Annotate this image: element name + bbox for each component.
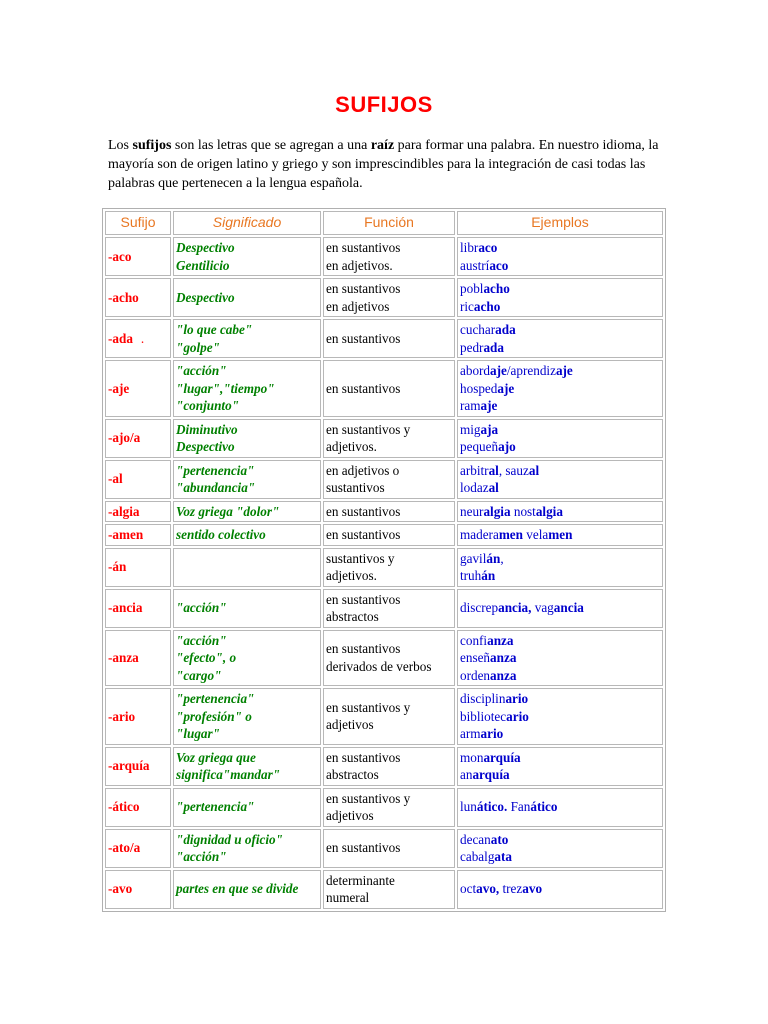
function-line: determinante: [326, 872, 395, 888]
meaning-cell: [173, 501, 321, 523]
example-root-part: ram: [460, 398, 481, 413]
meaning-line: "acción": [176, 632, 227, 648]
meaning-cell: [173, 788, 321, 827]
example-suffix-part: algia: [483, 503, 511, 519]
example-line: [460, 257, 660, 275]
meaning-line: "pertenencia": [176, 691, 255, 706]
meaning-cell: [173, 829, 321, 868]
suffix-cell: [105, 237, 171, 276]
table-row: [105, 548, 663, 587]
table-row: [105, 319, 663, 358]
function-cell: [323, 524, 455, 546]
examples-cell: [457, 788, 663, 827]
example-suffix-part: án: [481, 568, 496, 583]
table-body: [105, 237, 663, 909]
function-line: en adjetivos o: [326, 462, 400, 478]
meaning-line: Gentilicio: [176, 257, 230, 273]
meaning-line: Despectivo: [176, 439, 235, 454]
example-root-part: disciplin: [460, 691, 506, 706]
examples-cell: [457, 419, 663, 458]
table-row: [105, 524, 663, 546]
example-root-part: pequeñ: [460, 439, 499, 454]
meaning-cell: [173, 630, 321, 687]
function-cell: [323, 589, 455, 628]
examples-cell: [457, 360, 663, 417]
table-row: [105, 278, 663, 317]
example-suffix-part: al: [488, 462, 499, 478]
suffix-text: -ancia: [108, 600, 143, 616]
intro-bold-sufijos: sufijos: [132, 138, 172, 153]
example-root-part: decan: [460, 831, 491, 847]
function-cell: [323, 360, 455, 417]
suffix-text: -al: [108, 471, 123, 487]
suffix-text: -algia: [108, 503, 140, 519]
example-suffix-part: ata: [494, 849, 513, 864]
example-suffix-part: ancia,: [498, 600, 532, 616]
table-header-row: [105, 211, 663, 235]
examples-cell: [457, 829, 663, 868]
function-cell: [323, 278, 455, 317]
example-root-part: Fan: [507, 799, 531, 815]
function-line: en sustantivos: [326, 840, 401, 856]
example-root-part: ,: [500, 550, 504, 566]
table-row: [105, 829, 663, 868]
function-line: en sustantivos y: [326, 699, 411, 715]
meaning-cell: [173, 319, 321, 358]
example-suffix-part: aje: [555, 363, 573, 378]
suffix-text: -aje: [108, 380, 130, 396]
example-line: [460, 725, 660, 743]
example-suffix-part: ada: [495, 322, 516, 337]
example-line: [460, 239, 660, 257]
function-line: en sustantivos: [326, 503, 401, 519]
example-suffix-part: al: [528, 462, 540, 478]
table-row: [105, 589, 663, 628]
meaning-cell: [173, 688, 321, 745]
meaning-cell: [173, 460, 321, 499]
meaning-line: "dignidad u oficio": [176, 831, 283, 847]
function-cell: [323, 501, 455, 523]
function-cell: [323, 630, 455, 687]
meaning-line: Voz griega que: [176, 749, 256, 765]
meaning-line: "lugar": [176, 726, 220, 741]
example-root-part: lun: [460, 799, 477, 815]
function-cell: [323, 747, 455, 786]
example-suffix-part: ajo: [498, 439, 516, 454]
suffix-text: -anza: [108, 650, 139, 665]
example-suffix-part: ático.: [476, 799, 508, 815]
example-root-part: trez: [499, 881, 523, 897]
example-suffix-part: ancia: [553, 600, 584, 616]
meaning-line: "pertenencia": [176, 799, 255, 815]
meaning-line: "cargo": [176, 667, 222, 683]
meaning-line: "profesión" o: [176, 708, 252, 724]
example-line: [460, 690, 660, 708]
function-line: derivados de verbos: [326, 658, 432, 674]
example-root-part: confi: [460, 632, 488, 648]
example-suffix-part: avo,: [476, 881, 500, 897]
example-line: [460, 462, 660, 480]
example-root-part: nost: [510, 503, 536, 519]
table-row: [105, 501, 663, 523]
example-suffix-part: aco: [478, 240, 498, 255]
example-line: [460, 798, 660, 816]
meaning-cell: [173, 524, 321, 546]
examples-cell: [457, 278, 663, 317]
suffix-cell: [105, 688, 171, 745]
suffix-cell: [105, 788, 171, 827]
suffix-cell: [105, 589, 171, 628]
example-suffix-part: ario: [506, 708, 529, 724]
example-root-part: ric: [460, 298, 474, 314]
example-line: [460, 380, 660, 398]
example-suffix-part: ario: [505, 691, 529, 706]
example-suffix-part: aje: [480, 398, 498, 413]
example-root-part: oct: [460, 881, 477, 897]
function-line: adjetivos: [326, 717, 374, 733]
function-cell: [323, 870, 455, 909]
meaning-line: "lugar","tiempo": [176, 380, 275, 396]
suffix-text: -amen: [108, 527, 144, 542]
meaning-line: "conjunto": [176, 398, 240, 413]
meaning-line: "pertenencia": [176, 462, 255, 478]
example-line: [460, 438, 660, 456]
example-root-part: arm: [460, 726, 481, 741]
example-suffix-part: al: [488, 480, 499, 495]
example-root-part: neur: [460, 503, 484, 519]
suffix-cell: [105, 278, 171, 317]
example-root-part: mon: [460, 749, 484, 765]
example-suffix-part: aco: [489, 257, 509, 273]
suffix-text: -ada: [108, 330, 133, 346]
function-line: en sustantivos y: [326, 790, 411, 806]
suffix-cell: [105, 829, 171, 868]
suffix-cell: [105, 419, 171, 458]
example-root-part: cabalg: [460, 849, 495, 864]
suffix-cell: [105, 524, 171, 546]
function-cell: [323, 419, 455, 458]
function-cell: [323, 237, 455, 276]
function-line: adjetivos.: [326, 439, 377, 454]
example-suffix-part: ario: [480, 726, 504, 741]
function-line: en sustantivos: [326, 380, 401, 396]
examples-cell: [457, 237, 663, 276]
function-line: abstractos: [326, 767, 379, 782]
example-line: [460, 831, 660, 849]
example-line: [460, 298, 660, 316]
examples-cell: [457, 630, 663, 687]
suffix-text: -ático: [108, 799, 140, 815]
example-line: [460, 339, 660, 357]
page-title: SUFIJOS: [335, 92, 433, 117]
function-line: sustantivos: [326, 480, 385, 495]
example-suffix-part: aje: [497, 380, 515, 396]
meaning-cell: [173, 419, 321, 458]
suffix-text: -aco: [108, 248, 132, 264]
table-row: [105, 870, 663, 909]
example-line: [460, 362, 660, 380]
example-root-part: pobl: [460, 281, 484, 296]
example-root-part: /aprendiz: [506, 363, 556, 378]
function-line: en sustantivos: [326, 527, 401, 542]
examples-cell: [457, 688, 663, 745]
header-significado: Significado: [173, 211, 321, 235]
example-suffix-part: án: [486, 550, 501, 566]
example-line: [460, 667, 660, 685]
example-line: [460, 649, 660, 667]
function-line: en adjetivos: [326, 298, 390, 314]
function-line: en sustantivos: [326, 591, 401, 607]
meaning-cell: [173, 589, 321, 628]
examples-cell: [457, 460, 663, 499]
example-suffix-part: men: [498, 527, 523, 542]
suffix-text: -ato/a: [108, 840, 141, 856]
meaning-line: Despectivo: [176, 289, 235, 305]
meaning-line: "acción": [176, 849, 227, 864]
examples-cell: [457, 524, 663, 546]
example-suffix-part: ático: [530, 799, 558, 815]
suffix-cell: [105, 870, 171, 909]
header-ejemplos: Ejemplos: [457, 211, 663, 235]
intro-bold-raiz: raíz: [370, 138, 395, 153]
intro-text-3: para formar una palabra. En nuestro idioma, la mayoría son de origen latino y griego y son imprescindibles para la integración de casi todas las palabras que pertenecen a la lengua española.: [108, 138, 659, 191]
example-line: [460, 550, 660, 568]
example-suffix-part: men: [548, 527, 573, 542]
meaning-cell: [173, 747, 321, 786]
example-suffix-part: algia: [535, 503, 563, 519]
function-line: numeral: [326, 890, 370, 905]
example-line: [460, 599, 660, 617]
intro-text-1: Los: [108, 138, 133, 153]
example-root-part: vag: [531, 600, 554, 616]
suffix-cell: [105, 319, 171, 358]
table-row: [105, 630, 663, 687]
example-suffix-part: acho: [473, 298, 501, 314]
meaning-line: "golpe": [176, 339, 220, 355]
example-root-part: austrí: [460, 257, 490, 273]
example-line: [460, 526, 660, 544]
meaning-line: partes en que se divide: [176, 881, 299, 897]
meaning-line: "acción": [176, 600, 227, 616]
suffix-cell: [105, 460, 171, 499]
suffix-cell: [105, 747, 171, 786]
suffix-table: [102, 208, 666, 912]
example-suffix-part: arquía: [472, 767, 510, 782]
function-line: en sustantivos: [326, 749, 401, 765]
example-suffix-part: anza: [490, 650, 517, 665]
table-row: [105, 688, 663, 745]
suffix-cell: [105, 360, 171, 417]
meaning-cell: [173, 237, 321, 276]
example-suffix-part: aje: [490, 363, 507, 378]
example-root-part: , sauz: [498, 462, 529, 478]
suffix-text: -án: [108, 559, 127, 575]
suffix-cell: [105, 501, 171, 523]
example-root-part: an: [460, 767, 473, 782]
examples-cell: [457, 747, 663, 786]
example-root-part: libr: [460, 240, 479, 255]
example-suffix-part: aja: [480, 421, 499, 437]
example-suffix-part: anza: [487, 632, 514, 648]
suffix-text: -acho: [108, 289, 139, 305]
function-cell: [323, 788, 455, 827]
example-line: [460, 632, 660, 650]
example-root-part: truh: [460, 568, 482, 583]
table-row: [105, 460, 663, 499]
examples-cell: [457, 870, 663, 909]
example-line: [460, 567, 660, 585]
function-line: adjetivos: [326, 808, 374, 823]
example-line: [460, 880, 660, 898]
examples-cell: [457, 548, 663, 587]
example-suffix-part: anza: [490, 667, 517, 683]
example-root-part: gavil: [460, 550, 487, 566]
example-root-part: madera: [460, 527, 499, 542]
example-root-part: hosped: [460, 380, 498, 396]
example-suffix-part: ato: [490, 831, 509, 847]
table-row: [105, 747, 663, 786]
meaning-cell: [173, 278, 321, 317]
example-line: [460, 280, 660, 298]
example-suffix-part: ada: [483, 339, 504, 355]
table-row: [105, 419, 663, 458]
suffix-text: -arquía: [108, 758, 150, 774]
function-line: adjetivos.: [326, 568, 377, 583]
meaning-line: sentido colectivo: [176, 527, 266, 542]
meaning-line: "abundancia": [176, 480, 256, 495]
function-cell: [323, 548, 455, 587]
function-line: sustantivos y: [326, 550, 395, 566]
table-row: [105, 237, 663, 276]
meaning-cell: [173, 360, 321, 417]
examples-cell: [457, 589, 663, 628]
example-line: [460, 397, 660, 415]
function-line: en sustantivos y: [326, 421, 411, 437]
intro-paragraph: [108, 136, 664, 193]
example-root-part: abord: [460, 363, 491, 378]
example-line: [460, 479, 660, 497]
suffix-dot: .: [140, 330, 145, 346]
meaning-cell: [173, 548, 321, 587]
function-cell: [323, 829, 455, 868]
example-root-part: vela: [523, 527, 549, 542]
function-line: en sustantivos: [326, 281, 401, 296]
suffix-cell: [105, 548, 171, 587]
example-root-part: mig: [460, 421, 481, 437]
example-line: [460, 749, 660, 767]
suffix-text: -avo: [108, 881, 133, 897]
table-row: [105, 788, 663, 827]
meaning-line: "acción": [176, 363, 227, 378]
function-cell: [323, 319, 455, 358]
function-line: en sustantivos: [326, 240, 401, 255]
header-funcion: Función: [323, 211, 455, 235]
example-line: [460, 321, 660, 339]
function-cell: [323, 460, 455, 499]
examples-cell: [457, 501, 663, 523]
example-line: [460, 503, 660, 521]
meaning-line: Despectivo: [176, 240, 235, 255]
example-root-part: pedr: [460, 339, 484, 355]
meaning-line: "efecto", o: [176, 650, 237, 665]
example-root-part: enseñ: [460, 650, 491, 665]
meaning-line: Diminutivo: [176, 421, 238, 437]
example-root-part: lodaz: [460, 480, 489, 495]
function-line: abstractos: [326, 609, 379, 624]
suffix-cell: [105, 630, 171, 687]
example-line: [460, 848, 660, 866]
meaning-cell: [173, 870, 321, 909]
example-root-part: orden: [460, 667, 491, 683]
header-sufijo: Sufijo: [105, 211, 171, 235]
function-line: en sustantivos: [326, 641, 401, 657]
intro-text-2: son las letras que se agregan a una: [171, 138, 371, 153]
meaning-line: Voz griega "dolor": [176, 503, 280, 519]
example-root-part: bibliotec: [460, 708, 507, 724]
suffix-text: -ario: [108, 708, 136, 724]
suffix-text: -ajo/a: [108, 430, 141, 446]
example-suffix-part: arquía: [483, 749, 521, 765]
example-root-part: arbitr: [460, 462, 489, 478]
table-row: [105, 360, 663, 417]
function-line: en adjetivos.: [326, 257, 393, 273]
meaning-line: significa"mandar": [176, 767, 281, 782]
example-line: [460, 708, 660, 726]
example-line: [460, 766, 660, 784]
example-suffix-part: acho: [483, 281, 510, 296]
meaning-line: "lo que cabe": [176, 322, 253, 337]
example-suffix-part: avo: [522, 881, 543, 897]
example-root-part: discrep: [460, 600, 499, 616]
function-cell: [323, 688, 455, 745]
function-line: en sustantivos: [326, 330, 401, 346]
example-line: [460, 421, 660, 439]
examples-cell: [457, 319, 663, 358]
example-root-part: cuchar: [460, 322, 496, 337]
